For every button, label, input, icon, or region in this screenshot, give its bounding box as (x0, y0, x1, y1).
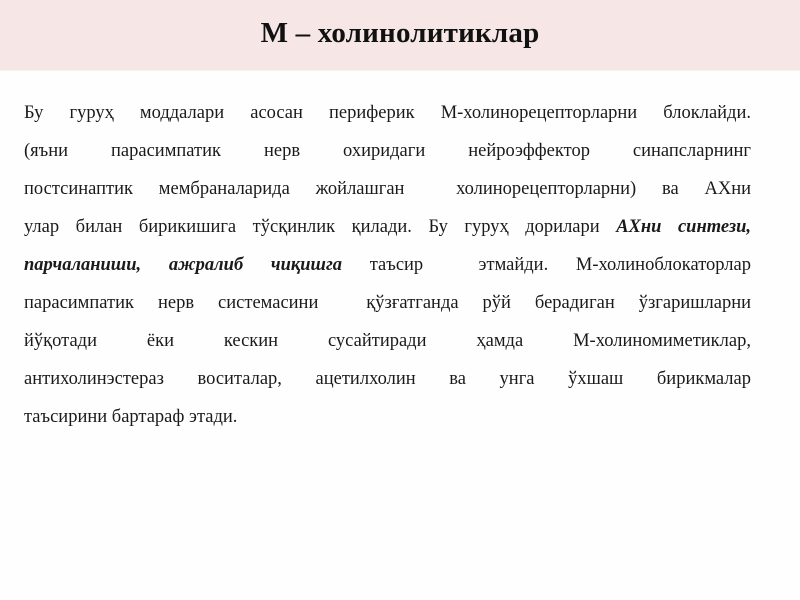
text-line (24, 170, 751, 208)
text-segment: антихолинэстераз воситалар, ацетилхолин ва унга ўхшаш бирикмалар (24, 369, 751, 389)
text-line (24, 284, 751, 322)
text-segment: парасимпатик нерв системасини қўзғатганда рўй берадиган ўзгаришларни (24, 293, 751, 313)
text-line (24, 322, 751, 360)
slide-title: М – холинолитиклар (260, 16, 540, 49)
text-line (24, 246, 751, 284)
text-segment: таъсирини бартараф этади. (24, 407, 238, 427)
text-line (24, 208, 751, 246)
text-segment: Бу гуруҳ моддалари асосан периферик М-холинорецепторларни блоклайди. (24, 103, 751, 123)
text-segment: йўқотади ёки кескин сусайтиради ҳамда М-холиномиметиклар, (24, 331, 751, 351)
text-line (24, 94, 751, 132)
text-line (24, 398, 751, 436)
body-paragraph (24, 94, 751, 436)
text-line (24, 360, 751, 398)
text-segment: таъсир этмайди. М-холиноблокаторлар (342, 255, 751, 275)
emphasized-text: парчаланиши, ажралиб чиқишга (24, 255, 343, 275)
text-segment: улар билан бирикишига тўсқинлик қилади. Бу гуруҳ дорилари (24, 217, 617, 237)
title-band (0, 0, 800, 70)
text-segment: (яъни парасимпатик нерв охиридаги нейроэффектор синапсларнинг (24, 141, 751, 161)
text-line (24, 132, 751, 170)
text-segment: постсинаптик мембраналарида жойлашган холинорецепторларни) ва АХни (24, 179, 751, 199)
emphasized-text: АХни синтези, (616, 217, 751, 237)
